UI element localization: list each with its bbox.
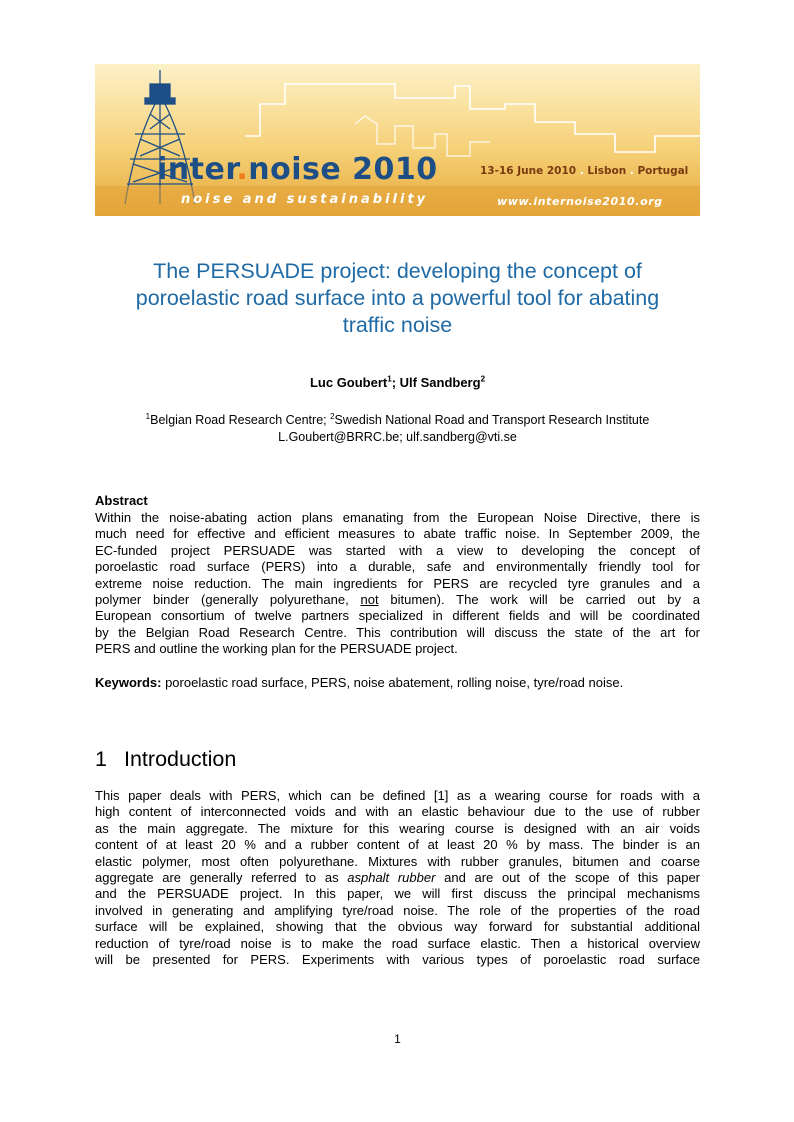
conference-logo <box>157 152 438 187</box>
abstract-heading: Abstract <box>95 493 148 508</box>
intro-line: high content of interconnected voids and with an elastic behaviour due to the use of rubber <box>95 804 700 820</box>
intro-line: content of at least 20 % and a rubber content of at least 20 % by mass. The binder is an <box>95 837 700 853</box>
country-text: Portugal <box>637 165 689 177</box>
section-title: Introduction <box>124 747 237 771</box>
abstract-text: polymer binder (generally polyurethane, <box>95 592 361 608</box>
keywords-label: Keywords: <box>95 675 162 690</box>
title-line: traffic noise <box>342 313 453 337</box>
conference-date <box>480 165 688 177</box>
author-emails[interactable]: L.Goubert@BRRC.be; ulf.sandberg@vti.se <box>278 430 517 444</box>
abstract-line: much need for effective and efficient measures to abate traffic noise. In September 2009, the <box>95 526 700 542</box>
affiliation-org: Swedish National Road and Transport Research Institute <box>334 413 650 427</box>
abstract-body <box>95 510 700 658</box>
logo-text-inter: inter <box>157 152 237 187</box>
title-line: poroelastic road surface into a powerful tool for abating <box>135 286 660 310</box>
affiliation-mark: 2 <box>330 411 335 421</box>
keywords-text: poroelastic road surface, PERS, noise abatement, rolling noise, tyre/road noise. <box>161 675 624 690</box>
abstract-line: by the Belgian Road Research Centre. This contribution will discuss the state of the art for <box>95 624 700 640</box>
abstract-line: European consortium of twelve partners specialized in different fields and will be coordinated <box>95 608 700 624</box>
affiliations <box>95 412 700 446</box>
intro-line <box>95 870 700 886</box>
date-separator: . <box>576 165 588 177</box>
date-text: 13-16 June 2010 <box>480 165 577 177</box>
intro-italic-term: asphalt rubber <box>347 870 436 886</box>
intro-text: and are out of the scope of this paper <box>435 870 700 886</box>
intro-line: as the main aggregate. The mixture for this wearing course is designed with an air voids <box>95 820 700 836</box>
introduction-body <box>95 788 700 968</box>
section-number: 1 <box>95 747 107 771</box>
section-heading <box>95 747 236 772</box>
author-name: Luc Goubert <box>309 375 388 390</box>
intro-line: will be presented for PERS. Experiments with various types of poroelastic road surface <box>95 952 700 968</box>
abstract-line: poroelastic road surface (PERS) into a durable, safe and environmentally friendly tool for <box>95 559 700 575</box>
keywords <box>95 675 623 690</box>
author-list <box>95 375 700 390</box>
affiliation-org: Belgian Road Research Centre; <box>150 413 331 427</box>
logo-dot: . <box>236 152 249 187</box>
author-affiliation-mark: 1 <box>387 374 392 384</box>
conference-tagline: noise and sustainability <box>181 192 429 207</box>
intro-line: and the PERSUADE project. In this paper, we will first discuss the principal mechanisms <box>95 886 700 902</box>
abstract-text: bitumen). The work will be carried out by a <box>378 592 700 608</box>
conference-banner <box>95 64 700 216</box>
abstract-underlined-word: not <box>360 592 379 608</box>
abstract-line <box>95 592 700 608</box>
affiliation-mark: 1 <box>145 411 151 421</box>
logo-text-noise: noise 2010 <box>248 152 438 187</box>
affiliation-line <box>95 412 700 429</box>
intro-line: surface will be explained, showing that the obvious way forward for substantial additional <box>95 919 700 935</box>
author-affiliation-mark: 2 <box>480 374 486 384</box>
abstract-line: Within the noise-abating action plans emanating from the European Noise Directive, there is <box>95 510 700 525</box>
city-text: Lisbon <box>587 165 627 177</box>
intro-line: involved in generating and amplifying tyre/road noise. The role of the properties of the road <box>95 902 700 918</box>
conference-url[interactable]: www.internoise2010.org <box>497 195 663 208</box>
intro-line: reduction of tyre/road noise is to make the road surface elastic. Then a historical overview <box>95 935 700 951</box>
author-name: Ulf Sandberg <box>399 375 481 390</box>
intro-text: aggregate are generally referred to as <box>95 870 348 886</box>
title-line: The PERSUADE project: developing the concept of <box>153 259 642 283</box>
date-separator: . <box>626 165 638 177</box>
intro-line: This paper deals with PERS, which can be defined [1] as a wearing course for roads with a <box>95 788 700 803</box>
abstract-line: PERS and outline the working plan for the PERSUADE project. <box>95 641 458 657</box>
abstract-line: EC-funded project PERSUADE was started with a view to developing the concept of <box>95 542 700 558</box>
intro-line: elastic polymer, most often polyurethane. Mixtures with rubber granules, bitumen and coarse <box>95 853 700 869</box>
abstract-line: extreme noise reduction. The main ingredients for PERS are recycled tyre granules and a <box>95 575 700 591</box>
paper-title <box>95 258 700 339</box>
page-number: 1 <box>394 1032 401 1046</box>
author-separator: ; <box>391 375 400 390</box>
